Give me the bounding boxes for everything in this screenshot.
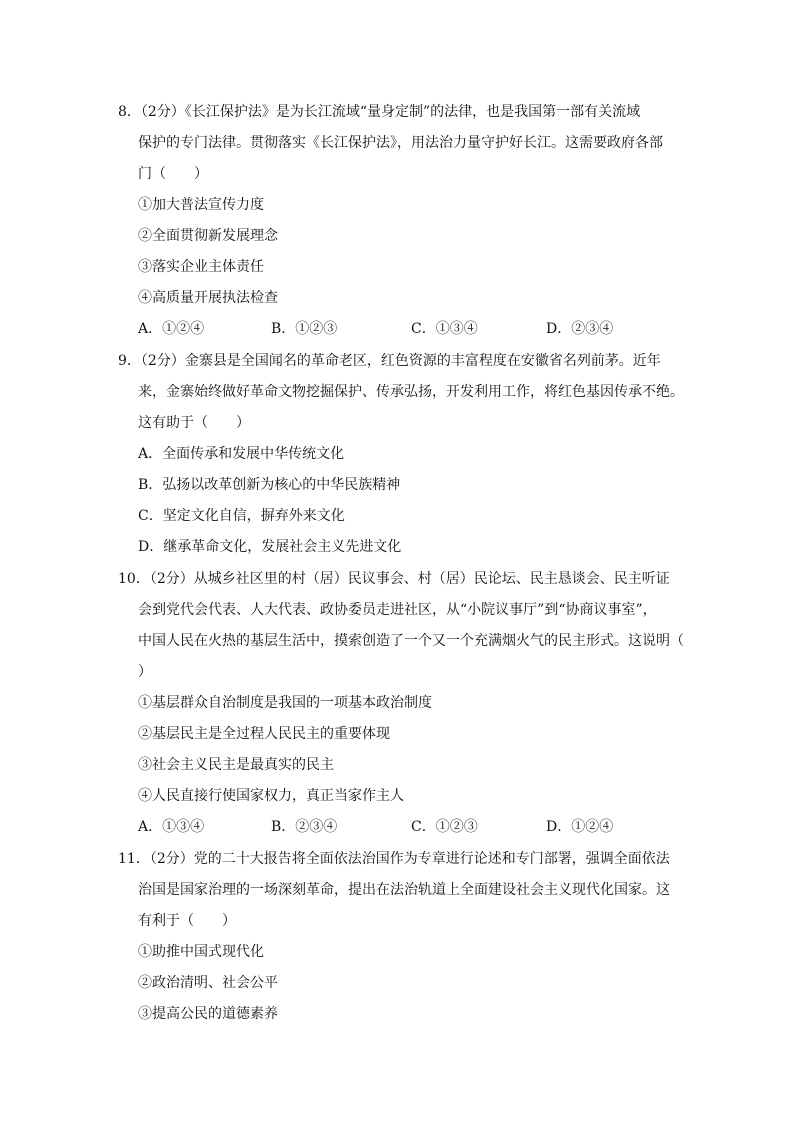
choice-d: D．继承革命文化，发展社会主义先进文化 bbox=[138, 539, 402, 555]
question-stem-line: 8．（2分）《长江保护法》是为长江流域“量身定制”的法律，也是我国第一部有关流域 bbox=[118, 104, 641, 120]
option-b: B．①②③ bbox=[271, 321, 338, 337]
statement-item: ①基层群众自治制度是我国的一项基本政治制度 bbox=[138, 695, 432, 711]
statement-item: ④人民直接行使国家权力，真正当家作主人 bbox=[138, 788, 404, 804]
option-d: D．②③④ bbox=[546, 321, 614, 337]
statement-item: ③提高公民的道德素养 bbox=[138, 1006, 278, 1022]
question-11 bbox=[118, 844, 678, 1030]
question-8 bbox=[118, 97, 678, 345]
question-9 bbox=[118, 346, 684, 563]
question-stem-line: 这有助于（ ） bbox=[138, 415, 250, 431]
question-stem-line: 中国人民在火热的基层生活中，摸索创造了一个又一个充满烟火气的民主形式。这说明（ bbox=[138, 633, 684, 649]
question-10 bbox=[118, 564, 684, 843]
option-a: A．①②④ bbox=[138, 321, 205, 337]
option-b: B．②③④ bbox=[271, 819, 338, 835]
question-stem-line: 治国是国家治理的一场深刻革命，提出在法治轨道上全面建设社会主义现代化国家。这 bbox=[138, 882, 670, 898]
option-c: C．①②③ bbox=[411, 819, 478, 835]
question-stem-line: 保护的专门法律。贯彻落实《长江保护法》，用法治力量守护好长江。这需要政府各部 bbox=[138, 135, 663, 151]
statement-item: ②全面贯彻新发展理念 bbox=[138, 228, 278, 244]
choice-a: A．全面传承和发展中华传统文化 bbox=[138, 446, 345, 462]
statement-item: ②政治清明、社会公平 bbox=[138, 975, 278, 991]
question-stem-line: 来，金寨始终做好革命文物挖掘保护、传承弘扬，开发利用工作，将红色基因传承不绝。 bbox=[138, 384, 684, 400]
statement-item: ①加大普法宣传力度 bbox=[138, 197, 264, 213]
option-d: D．①②④ bbox=[546, 819, 614, 835]
statement-item: ②基层民主是全过程人民民主的重要体现 bbox=[138, 726, 390, 742]
question-stem-line: ） bbox=[138, 664, 152, 680]
option-a: A．①③④ bbox=[138, 819, 205, 835]
statement-item: ④高质量开展执法检查 bbox=[138, 290, 278, 306]
question-stem-line: 门（ ） bbox=[138, 166, 208, 182]
question-stem-line: 会到党代会代表、人大代表、政协委员走进社区，从“小院议事厅”到“协商议事室”， bbox=[138, 602, 657, 618]
choice-b: B．弘扬以改革创新为核心的中华民族精神 bbox=[138, 477, 401, 493]
choice-c: C．坚定文化自信，摒弃外来文化 bbox=[138, 508, 345, 524]
question-stem-line: 有利于（ ） bbox=[138, 913, 236, 929]
statement-item: ③落实企业主体责任 bbox=[138, 259, 264, 275]
statement-item: ①助推中国式现代化 bbox=[138, 944, 264, 960]
question-stem-line: 11．（2分）党的二十大报告将全面依法治国作为专章进行论述和专门部署，强调全面依法 bbox=[118, 851, 670, 867]
statement-item: ③社会主义民主是最真实的民主 bbox=[138, 757, 334, 773]
question-stem-line: 10．（2分）从城乡社区里的村（居）民议事会、村（居）民论坛、民主恳谈会、民主听证 bbox=[118, 571, 670, 587]
answer-options bbox=[118, 314, 678, 345]
question-stem-line: 9．（2分）金寨县是全国闻名的革命老区，红色资源的丰富程度在安徽省名列前茅。近年 bbox=[118, 353, 661, 369]
option-c: C．①③④ bbox=[411, 321, 478, 337]
answer-options bbox=[118, 812, 678, 843]
